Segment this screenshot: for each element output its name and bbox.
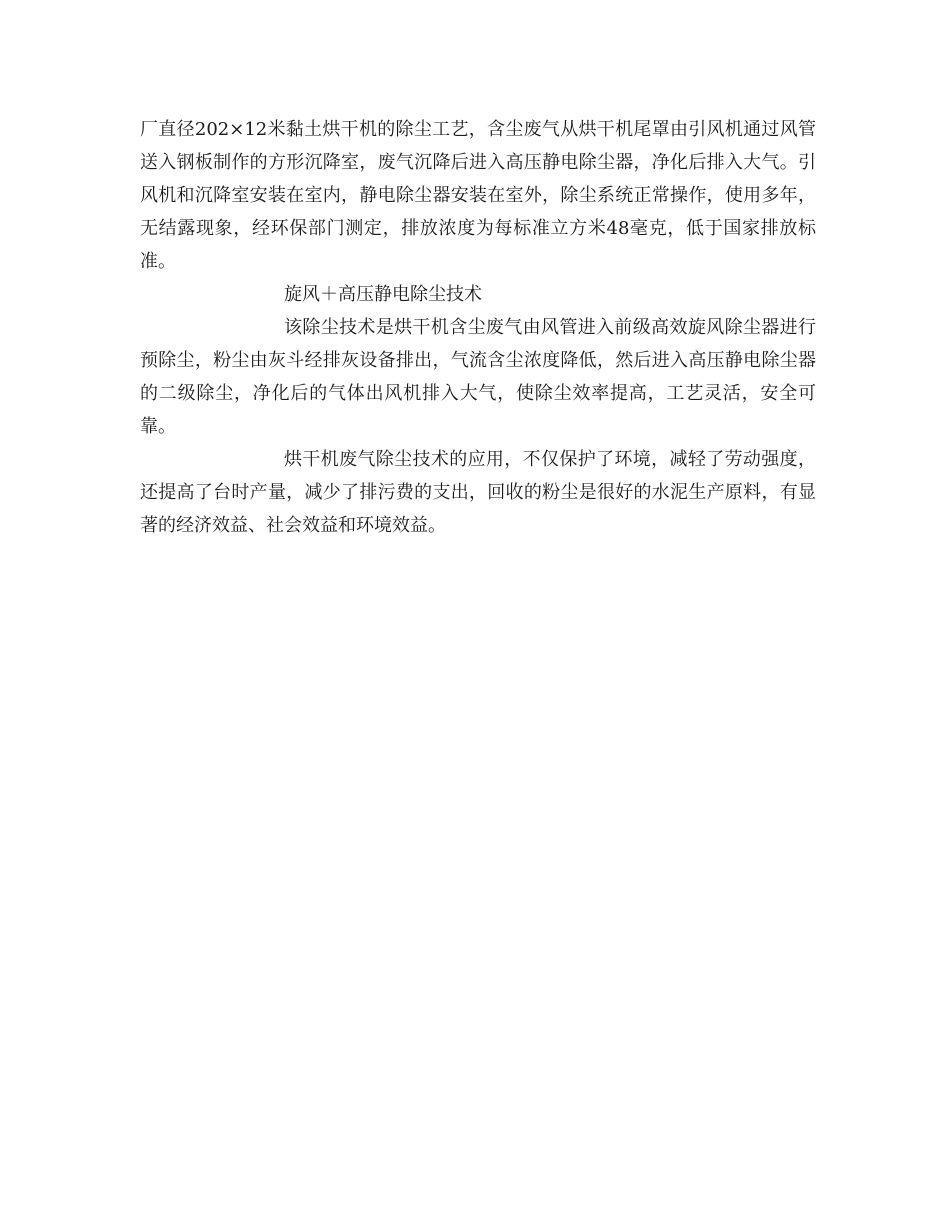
section-body-paragraph: 该除尘技术是烘干机含尘废气由风管进入前级高效旋风除尘器进行预除尘，粉尘由灰斗经排灰设备排出，气流含尘浓度降低，然后进入高压静电除尘器的二级除尘，净化后的气体出风机排入大气，使除尘效率提高，工艺灵活，安全可靠。 (140, 317, 816, 437)
document-body (140, 113, 816, 542)
intro-paragraph: 厂直径202×12米黏土烘干机的除尘工艺，含尘废气从烘干机尾罩由引风机通过风管送入钢板制作的方形沉降室，废气沉降后进入高压静电除尘器，净化后排入大气。引风机和沉降室安装在室内，静电除尘器安装在室外，除尘系统正常操作，使用多年，无结露现象，经环保部门测定，排放浓度为每标准立方米48毫克，低于国家排放标准。 (140, 119, 816, 272)
conclusion-paragraph: 烘干机废气除尘技术的应用，不仅保护了环境，减轻了劳动强度，还提高了台时产量，减少了排污费的支出，回收的粉尘是很好的水泥生产原料，有显著的经济效益、社会效益和环境效益。 (140, 449, 816, 536)
section-heading: 旋风＋高压静电除尘技术 (284, 284, 482, 305)
